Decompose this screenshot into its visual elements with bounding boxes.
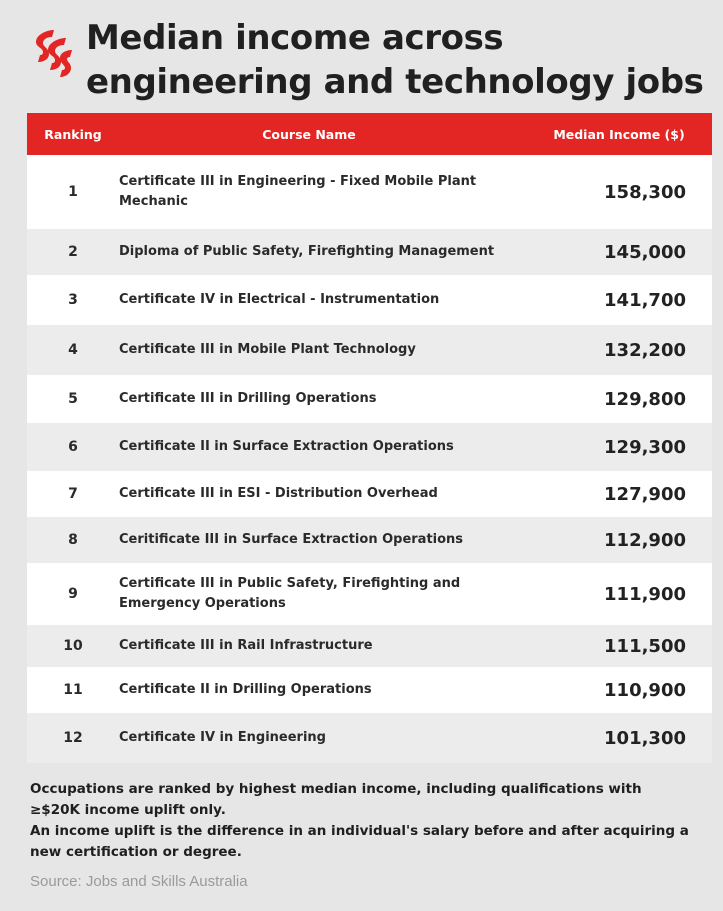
course-name-cell: Certificate III in Drilling Operations <box>119 375 544 423</box>
course-name-cell: Certificate IV in Electrical - Instrumentation <box>119 275 544 325</box>
course-name-cell: Certificate III in Rail Infrastructure <box>119 625 544 667</box>
median-income-cell: 132,200 <box>544 325 712 375</box>
table-header-row <box>27 113 712 155</box>
table-body <box>27 155 712 763</box>
course-name-cell: Diploma of Public Safety, Firefighting Management <box>119 229 544 275</box>
ranking-cell: 1 <box>27 155 119 229</box>
column-header-course-name-label: Course Name <box>262 126 356 142</box>
table-row <box>27 563 712 625</box>
course-name-cell: Certificate IV in Engineering <box>119 713 544 763</box>
median-income-cell: 110,900 <box>544 667 712 713</box>
median-income-cell: 158,300 <box>544 155 712 229</box>
ranking-cell: 2 <box>27 229 119 275</box>
sbs-logo-icon <box>32 28 74 80</box>
ranking-cell: 4 <box>27 325 119 375</box>
course-name-cell: Certificate III in Public Safety, Firefighting and Emergency Operations <box>119 563 544 625</box>
course-name-cell: Certificate III in Engineering - Fixed Mobile Plant Mechanic <box>119 155 544 229</box>
header <box>22 12 702 108</box>
table-row <box>27 471 712 517</box>
table-row <box>27 375 712 423</box>
median-income-cell: 145,000 <box>544 229 712 275</box>
median-income-cell: 112,900 <box>544 517 712 563</box>
course-name-cell: Certificate II in Surface Extraction Operations <box>119 423 544 471</box>
course-name-cell: Ceritificate III in Surface Extraction Operations <box>119 517 544 563</box>
column-header-median-income: Median Income ($) <box>544 113 712 155</box>
income-table <box>27 113 712 763</box>
course-name-cell: Certificate III in Mobile Plant Technology <box>119 325 544 375</box>
median-income-cell: 101,300 <box>544 713 712 763</box>
table-row <box>27 275 712 325</box>
table-row <box>27 423 712 471</box>
median-income-cell: 129,300 <box>544 423 712 471</box>
column-header-ranking: Ranking <box>27 113 119 155</box>
table-row <box>27 625 712 667</box>
ranking-cell: 5 <box>27 375 119 423</box>
ranking-cell: 8 <box>27 517 119 563</box>
median-income-cell: 111,500 <box>544 625 712 667</box>
median-income-cell: 141,700 <box>544 275 712 325</box>
ranking-cell: 10 <box>27 625 119 667</box>
table-row <box>27 325 712 375</box>
course-name-cell: Certificate II in Drilling Operations <box>119 667 544 713</box>
table-row <box>27 229 712 275</box>
table-row <box>27 517 712 563</box>
footnote-ranking-method: Occupations are ranked by highest median income, including qualifications with ≥$20K income uplift only. <box>30 781 642 818</box>
page-title: Median income across engineering and technology jobs <box>86 18 704 102</box>
table-row <box>27 155 712 229</box>
ranking-cell: 11 <box>27 667 119 713</box>
column-header-course-name <box>119 113 544 155</box>
ranking-cell: 12 <box>27 713 119 763</box>
ranking-cell: 7 <box>27 471 119 517</box>
ranking-cell: 9 <box>27 563 119 625</box>
source-credit: Source: Jobs and Skills Australia <box>30 873 248 890</box>
ranking-cell: 3 <box>27 275 119 325</box>
course-name-cell: Certificate III in ESI - Distribution Overhead <box>119 471 544 517</box>
ranking-cell: 6 <box>27 423 119 471</box>
median-income-cell: 111,900 <box>544 563 712 625</box>
median-income-cell: 127,900 <box>544 471 712 517</box>
footnotes <box>30 779 690 863</box>
table-row <box>27 667 712 713</box>
median-income-cell: 129,800 <box>544 375 712 423</box>
footnote-income-uplift: An income uplift is the difference in an individual's salary before and after acquiring a new certification or degree. <box>30 823 689 860</box>
table-row <box>27 713 712 763</box>
